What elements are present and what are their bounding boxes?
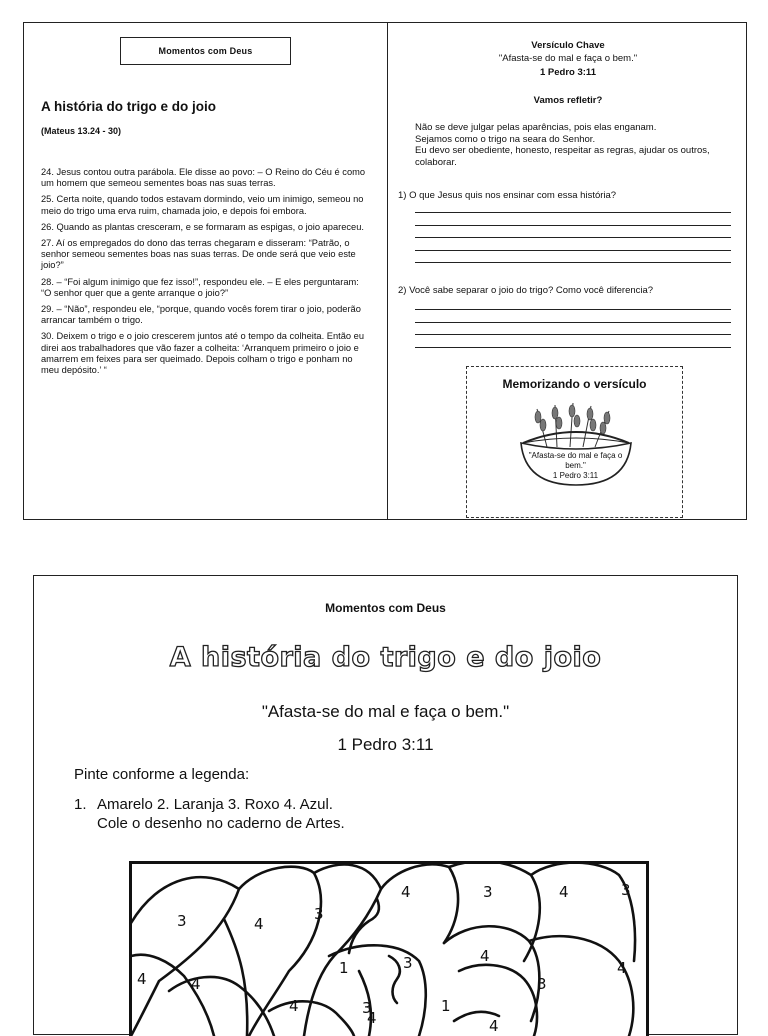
answer-lines-2: [415, 309, 731, 359]
memorize-text: [518, 451, 633, 481]
answer-line: [415, 212, 731, 213]
region-number: 3: [483, 883, 493, 901]
region-number: 3: [537, 975, 547, 993]
answer-line: [415, 347, 731, 348]
region-number: 4: [559, 883, 569, 901]
story-reference: (Mateus 13.24 - 30): [41, 126, 121, 136]
verse-30: 30. Deixem o trigo e o joio crescerem juntos até o tempo da colheita. Então eu direi aos trabalhadores que vão fazer a colheita: ‘Arranquem primeiro o joio e amarrem em feixes para ser queimado. Depois colham o trigo e ponham no meu depósito.’ “: [41, 331, 371, 376]
region-number: 4: [289, 997, 299, 1015]
coloring-instruction: Pinte conforme a legenda:: [74, 766, 249, 783]
coloring-quote: "Afasta-se do mal e faça o bem.": [34, 702, 737, 722]
memorize-box: [466, 366, 683, 518]
region-number: 1: [339, 959, 349, 977]
region-number: 4: [401, 883, 411, 901]
question-1: 1) O que Jesus quis nos ensinar com essa história?: [398, 190, 738, 201]
reflect-title: Vamos refletir?: [388, 95, 748, 106]
verse-27: 27. Aí os empregados do dono das terras chegaram e disseram: “Patrão, o senhor semeou sementes boas nas suas terras. De onde será que veio este joio?”: [41, 238, 371, 272]
verse-26: 26. Quando as plantas cresceram, e se formaram as espigas, o joio apareceu.: [41, 222, 371, 233]
memorize-quote: "Afasta-se do mal e faça o bem.": [518, 451, 633, 471]
answer-line: [415, 237, 731, 238]
verse-list: [41, 167, 371, 381]
answer-line: [415, 309, 731, 310]
key-verse-quote: "Afasta-se do mal e faça o bem.": [388, 53, 748, 64]
header-box: Momentos com Deus: [120, 37, 291, 65]
region-number: 3: [314, 905, 324, 923]
legend-colors: Amarelo 2. Laranja 3. Roxo 4. Azul.: [97, 796, 333, 813]
reflect-line: Eu devo ser obediente, honesto, respeitar as regras, ajudar os outros, colaborar.: [415, 145, 735, 168]
answer-line: [415, 250, 731, 251]
region-number: 3: [177, 912, 187, 930]
legend-number: 1.: [74, 795, 97, 814]
memorize-ref: 1 Pedro 3:11: [518, 471, 633, 481]
verse-25: 25. Certa noite, quando todos estavam dormindo, veio um inimigo, semeou no meio do trigo uma erva ruim, chamada joio, e depois foi embora.: [41, 194, 371, 216]
region-number: 4: [489, 1017, 499, 1035]
answer-line: [415, 225, 731, 226]
coloring-title: A história do trigo e do joio: [34, 642, 737, 673]
region-number: 4: [254, 915, 264, 933]
region-number: 4: [480, 947, 490, 965]
key-verse-ref: 1 Pedro 3:11: [388, 67, 748, 78]
key-verse-title: Versículo Chave: [388, 40, 748, 51]
reflect-line: Sejamos como o trigo na seara do Senhor.: [415, 134, 735, 146]
region-number: 3: [403, 954, 413, 972]
answer-lines-1: [415, 212, 731, 275]
memorize-title: Memorizando o versículo: [467, 377, 682, 391]
coloring-header: Momentos com Deus: [34, 601, 737, 615]
reflect-text: [415, 122, 735, 168]
answer-line: [415, 262, 731, 263]
region-number: 4: [367, 1009, 377, 1027]
reflect-line: Não se deve julgar pelas aparências, pois elas enganam.: [415, 122, 735, 134]
region-number: 3: [621, 881, 631, 899]
verse-29: 29. – “Não”, respondeu ele, “porque, quando vocês forem tirar o joio, poderão arrancar também o trigo.: [41, 304, 371, 326]
wheat-coloring-picture: [129, 861, 649, 1036]
color-legend: [74, 795, 345, 833]
legend-note: Cole o desenho no caderno de Artes.: [74, 814, 345, 833]
worksheet-coloring: [33, 575, 738, 1035]
question-2: 2) Você sabe separar o joio do trigo? Como você diferencia?: [398, 285, 738, 296]
verse-24: 24. Jesus contou outra parábola. Ele disse ao povo: – O Reino do Céu é como um homem que semeou sementes boas nas suas terras.: [41, 167, 371, 189]
reflection-column: [388, 23, 748, 519]
worksheet-story: [23, 22, 747, 520]
answer-line: [415, 322, 731, 323]
region-number: 4: [137, 970, 147, 988]
answer-line: [415, 334, 731, 335]
region-number: 1: [441, 997, 451, 1015]
region-number: 4: [191, 975, 201, 993]
coloring-ref: 1 Pedro 3:11: [34, 735, 737, 755]
story-title: A história do trigo e do joio: [41, 99, 216, 114]
region-number: 3: [362, 999, 372, 1017]
verse-28: 28. – “Foi algum inimigo que fez isso!”, respondeu ele. – E eles perguntaram: “O senhor quer que a gente arranque o joio?”: [41, 277, 371, 299]
region-number: 4: [617, 959, 627, 977]
